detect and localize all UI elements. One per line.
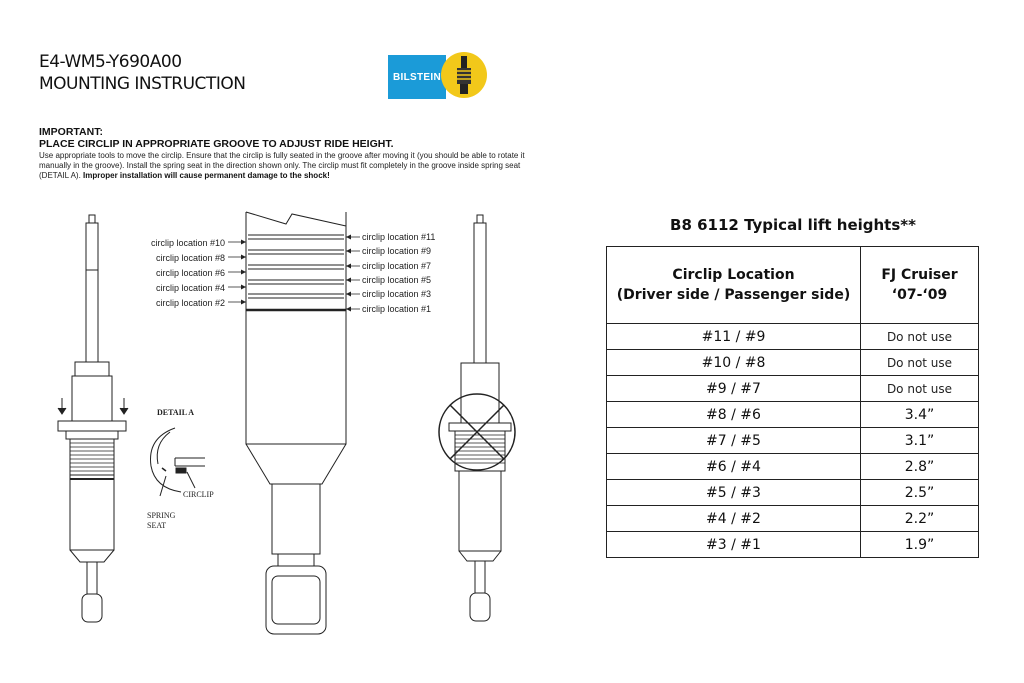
value-cell: Do not use xyxy=(861,376,979,402)
value-cell: 3.1” xyxy=(861,428,979,454)
table-row xyxy=(607,454,979,480)
value-cell: 2.8” xyxy=(861,454,979,480)
table-header-row xyxy=(607,247,979,324)
location-cell: #4 / #2 xyxy=(607,506,861,532)
label-location-7: circlip location #7 xyxy=(362,261,432,271)
label-location-10: circlip location #10 xyxy=(150,238,225,248)
circlip-label: CIRCLIP xyxy=(183,490,214,499)
label-location-2: circlip location #2 xyxy=(155,298,225,308)
spring-label: SPRING xyxy=(147,511,176,520)
detail-a-title: DETAIL A xyxy=(157,408,194,417)
label-location-1: circlip location #1 xyxy=(362,304,432,314)
table-title: B8 6112 Typical lift heights** xyxy=(670,216,916,234)
right-shock-drawing xyxy=(439,215,515,621)
header-fj-cruiser: FJ Cruiser ‘07-‘09 xyxy=(861,247,979,324)
important-body xyxy=(39,151,549,181)
bilstein-logo xyxy=(388,51,488,99)
label-location-5: circlip location #5 xyxy=(362,275,432,285)
table-row xyxy=(607,428,979,454)
header-circlip-location: Circlip Location (Driver side / Passenger side) xyxy=(607,247,861,324)
label-location-3: circlip location #3 xyxy=(362,289,432,299)
table-row xyxy=(607,532,979,558)
value-cell: 2.2” xyxy=(861,506,979,532)
location-cell: #11 / #9 xyxy=(607,324,861,350)
seat-label: SEAT xyxy=(147,521,167,530)
table-row xyxy=(607,480,979,506)
label-location-9: circlip location #9 xyxy=(362,246,432,256)
table-row xyxy=(607,324,979,350)
important-subheading: PLACE CIRCLIP IN APPROPRIATE GROOVE TO ADJUST RIDE HEIGHT. xyxy=(39,138,394,150)
label-location-4: circlip location #4 xyxy=(155,283,225,293)
left-shock-drawing xyxy=(58,215,128,622)
lift-heights-table xyxy=(606,246,979,558)
detail-a-drawing xyxy=(151,428,206,496)
logo-wordmark: BILSTEIN xyxy=(388,55,446,99)
center-shock-drawing xyxy=(246,212,346,634)
table-row xyxy=(607,376,979,402)
table-row xyxy=(607,350,979,376)
location-cell: #8 / #6 xyxy=(607,402,861,428)
important-text: Use appropriate tools to move the circlip. Ensure that the circlip is fully seated in the groove after moving it (you should be able to rotate it manually in the groove). Install the spring seat in the direction shown only. The circlip must fit completely in the groove inside spring seat (DETAIL A). xyxy=(39,151,525,180)
document-code: E4-WM5-Y690A00 xyxy=(39,52,182,72)
important-warning: Improper installation will cause permanent damage to the shock! xyxy=(83,171,330,180)
value-cell: 3.4” xyxy=(861,402,979,428)
value-cell: Do not use xyxy=(861,350,979,376)
value-cell: 2.5” xyxy=(861,480,979,506)
label-location-6: circlip location #6 xyxy=(155,268,225,278)
location-cell: #7 / #5 xyxy=(607,428,861,454)
table-row xyxy=(607,506,979,532)
location-cell: #3 / #1 xyxy=(607,532,861,558)
label-location-8: circlip location #8 xyxy=(155,253,225,263)
location-cell: #9 / #7 xyxy=(607,376,861,402)
shock-diagram xyxy=(0,200,590,640)
value-cell: 1.9” xyxy=(861,532,979,558)
table-row xyxy=(607,402,979,428)
location-cell: #6 / #4 xyxy=(607,454,861,480)
shock-absorber-icon xyxy=(440,51,488,99)
location-cell: #5 / #3 xyxy=(607,480,861,506)
document-title: MOUNTING INSTRUCTION xyxy=(39,74,246,94)
label-location-11: circlip location #11 xyxy=(362,232,436,242)
value-cell: Do not use xyxy=(861,324,979,350)
location-cell: #10 / #8 xyxy=(607,350,861,376)
important-heading: IMPORTANT: PLACE CIRCLIP IN APPROPRIATE GROOVE TO ADJUST RIDE HEIGHT. xyxy=(39,126,394,150)
